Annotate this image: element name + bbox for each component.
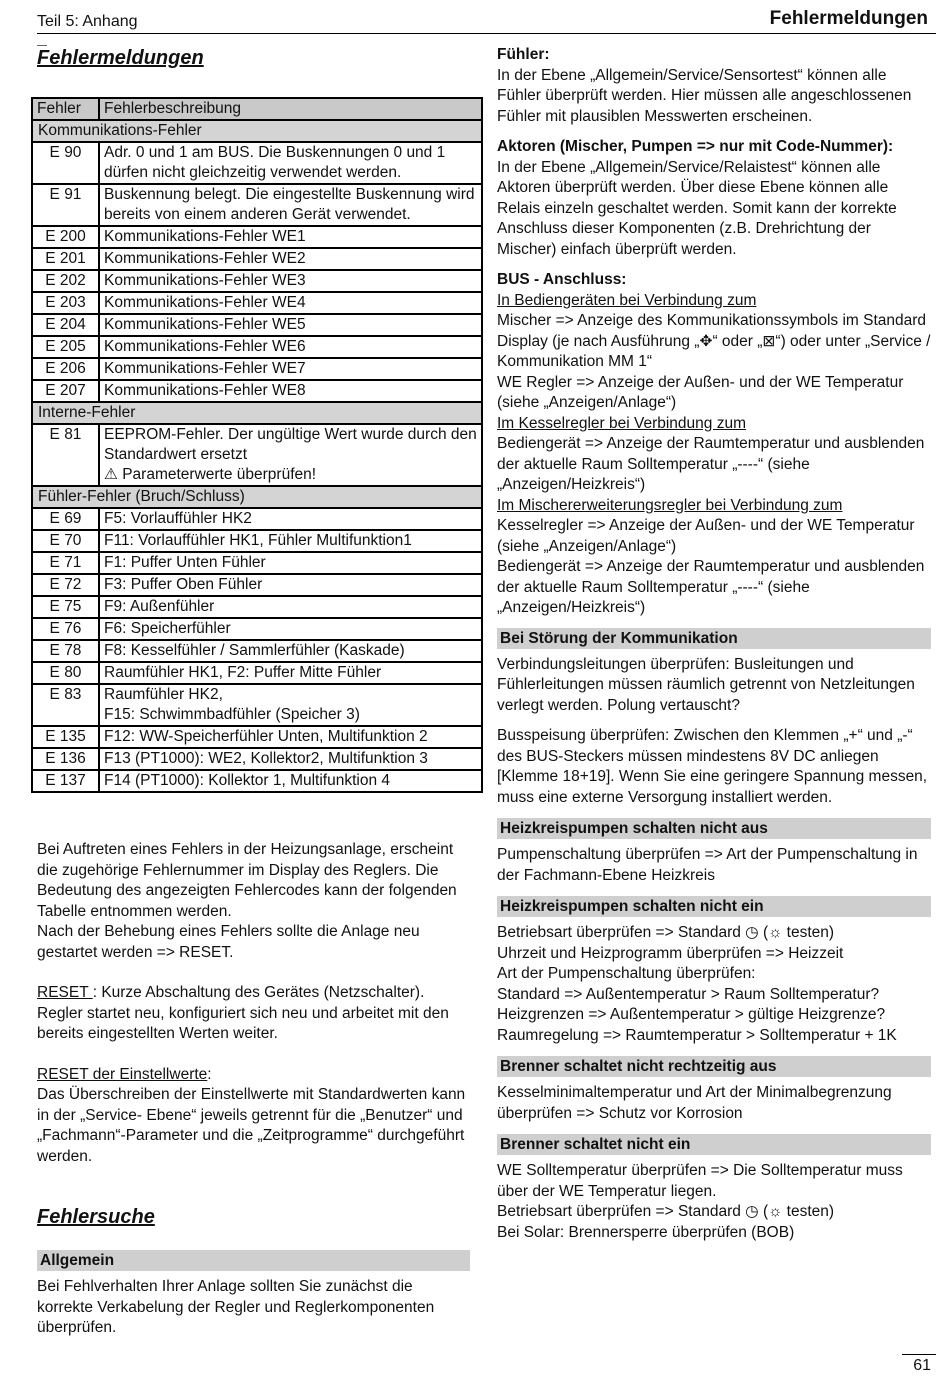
table-row [32,314,482,336]
stoerung-text-1: Verbindungsleitungen überprüfen: Busleitungen und Fühlerleitungen müssen räumlich getrennt von Netzleitungen verlegt werden. Polung vertauscht? [497,655,915,714]
error-description: Raumfühler HK2, F15: Schwimmbadfühler (Speicher 3) [99,684,482,726]
intro-paragraph: Bei Auftreten eines Fehlers in der Heizungsanlage, erscheint die zugehörige Fehlernummer im Display des Reglers. Die Bedeutung des angezeigten Fehlercodes kann der folgenden Tabelle entnommen werden. [37,841,457,920]
bar-brenner-nicht-ein: Brenner schaltet nicht ein [497,1134,931,1155]
reset2-text: Das Überschreiben der Einstellwerte mit Standardwerten kann in der „Service- Ebene“ jeweils getrennt für die „Benutzer“ und „Fachmann“-Parameter und die „Zeitprogramme“ durchgeführt werden. [37,1086,466,1165]
bus-sub-kesselregler: Im Kesselregler bei Verbindung zum [497,414,746,432]
error-description: Buskennung belegt. Die eingestellte Buskennung wird bereits von einem anderen Gerät verwendet. [99,184,482,226]
table-row [32,142,482,184]
bus-text-kesselregler: Kesselregler => Anzeige der Außen- und der WE Temperatur (siehe „Anzeigen/Anlage“) [497,517,915,555]
table-group-row [32,402,482,424]
table-row [32,358,482,380]
reset-paragraph [37,983,474,1045]
error-code: E 69 [32,508,99,530]
error-code: E 72 [32,574,99,596]
table-row [32,508,482,530]
fuehler-heading: Fühler: [497,46,550,63]
table-header-desc: Fehlerbeschreibung [99,98,482,120]
error-code: E 205 [32,336,99,358]
allgemein-bar: Allgemein [37,1250,470,1271]
table-group-row [32,120,482,142]
section-title-fehlermeldungen: Fehlermeldungen [37,47,204,69]
allgemein-text: Bei Fehlverhalten Ihrer Anlage sollten Sie zunächst die korrekte Verkabelung der Regler und Reglerkomponenten überprüfen. [37,1278,435,1336]
error-code: E 76 [32,618,99,640]
brenner-ein-line-1: WE Solltemperatur überprüfen => Die Solltemperatur muss über der WE Temperatur liegen. [497,1162,903,1200]
bus-sub-mischerregler: Im Mischererweiterungsregler bei Verbindung zum [497,496,843,514]
table-row [32,662,482,684]
table-row [32,184,482,226]
error-description: F3: Puffer Oben Fühler [99,574,482,596]
table-header-row [32,98,482,120]
error-code: E 71 [32,552,99,574]
table-group-row [32,486,482,508]
error-code: E 137 [32,770,99,792]
reset2-paragraph [37,1065,474,1086]
table-row [32,640,482,662]
fuehler-text: In der Ebene „Allgemein/Service/Sensortest“ können alle Fühler überprüft werden. Hier müssen alle angeschlossenen Fühler mit plausiblen Messwerten erscheinen. [497,66,912,125]
error-code: E 83 [32,684,99,726]
error-code: E 203 [32,292,99,314]
error-code: E 204 [32,314,99,336]
reset-label: RESET [37,984,93,1001]
table-row [32,574,482,596]
error-description: Kommunikations-Fehler WE6 [99,336,482,358]
error-description: F14 (PT1000): Kollektor 1, Multifunktion 4 [99,770,482,792]
error-description: F13 (PT1000): WE2, Kollektor2, Multifunktion 3 [99,748,482,770]
page-number: 61 [913,1357,931,1374]
header-right: Fehlermeldungen [769,8,928,29]
error-description: F6: Speicherfühler [99,618,482,640]
error-description: Kommunikations-Fehler WE7 [99,358,482,380]
error-code: E 201 [32,248,99,270]
bus-heading: BUS - Anschluss: [497,271,627,288]
right-column [497,45,931,1243]
table-row [32,552,482,574]
error-description: Kommunikations-Fehler WE2 [99,248,482,270]
bus-text-we-regler: WE Regler => Anzeige der Außen- und der WE Temperatur (siehe „Anzeigen/Anlage“) [497,373,904,411]
bus-text-mischer: Mischer => Anzeige des Kommunikationssymbols im Standard Display (je nach Ausführung „✥“ oder „⊠“) oder unter „Service / Kommunikation MM 1“ [497,312,931,370]
left-text-block [37,840,474,1167]
error-code: E 206 [32,358,99,380]
error-description: Kommunikations-Fehler WE8 [99,380,482,402]
pumpen-ein-line-6: Raumregelung => Raumtemperatur > Solltemperatur + 1K [497,1026,897,1044]
error-description: Raumfühler HK1, F2: Puffer Mitte Fühler [99,662,482,684]
table-row [32,380,482,402]
error-code: E 202 [32,270,99,292]
reset2-label: RESET der Einstellwerte [37,1065,208,1083]
table-row [32,618,482,640]
error-code: E 70 [32,530,99,552]
restart-paragraph: Nach der Behebung eines Fehlers sollte die Anlage neu gestartet werden => RESET. [37,923,420,961]
error-description: F1: Puffer Unten Fühler [99,552,482,574]
header-left: Teil 5: Anhang [37,13,138,30]
error-code: E 91 [32,184,99,226]
error-description: Kommunikations-Fehler WE5 [99,314,482,336]
pumpen-ein-line-3: Art der Pumpenschaltung überprüfen: [497,965,756,982]
aktoren-heading: Aktoren (Mischer, Pumpen => nur mit Code-Nummer): [497,138,894,155]
error-description: EEPROM-Fehler. Der ungültige Wert wurde durch den Standardwert ersetzt ⚠ Parameterwerte überprüfen! [99,424,482,486]
pumpen-ein-line-4: Standard => Außentemperatur > Raum Solltemperatur? [497,985,880,1003]
table-row [32,336,482,358]
table-row [32,248,482,270]
table-row [32,530,482,552]
bus-text-bediengeraet: Bediengerät => Anzeige der Raumtemperatur und ausblenden der aktuelle Raum Solltemperatur „----“ (siehe „Anzeigen/Heizkreis“) [497,435,925,493]
aktoren-text: In der Ebene „Allgemein/Service/Relaistest“ können alle Aktoren überprüft werden. Über diese Ebene können alle Relais einzeln geschaltet werden. Somit kann der korrekte Anschluss dieser Komponenten (z.B. Drehrichtung der Mischer) einfach überprüft werden. [497,158,897,258]
allgemein-block [37,1250,470,1339]
error-code: E 136 [32,748,99,770]
error-code: E 75 [32,596,99,618]
table-row [32,770,482,792]
table-row [32,226,482,248]
bar-pumpen-nicht-ein: Heizkreispumpen schalten nicht ein [497,896,931,917]
error-description: Kommunikations-Fehler WE1 [99,226,482,248]
table-row [32,684,482,726]
table-row [32,748,482,770]
table-group-label: Kommunikations-Fehler [32,120,482,142]
table-row [32,424,482,486]
table-row [32,270,482,292]
table-group-label: Fühler-Fehler (Bruch/Schluss) [32,486,482,508]
bus-sub-bediengeraete: In Bediengeräten bei Verbindung zum [497,291,757,309]
error-description: F5: Vorlauffühler HK2 [99,508,482,530]
error-description: F12: WW-Speicherfühler Unten, Multifunktion 2 [99,726,482,748]
error-code: E 200 [32,226,99,248]
error-code: E 135 [32,726,99,748]
error-code: E 90 [32,142,99,184]
error-description: F9: Außenfühler [99,596,482,618]
error-description: Kommunikations-Fehler WE3 [99,270,482,292]
error-description: Kommunikations-Fehler WE4 [99,292,482,314]
error-code: E 81 [32,424,99,486]
error-code: E 207 [32,380,99,402]
section-title-fehlersuche: Fehlersuche [37,1206,155,1228]
table-row [32,292,482,314]
page-number-line [902,1354,936,1355]
error-description: F11: Vorlauffühler HK1, Fühler Multifunktion1 [99,530,482,552]
error-table [31,97,483,793]
bar-stoerung-kommunikation: Bei Störung der Kommunikation [497,628,931,649]
table-header-code: Fehler [32,98,99,120]
bar-brenner-nicht-aus: Brenner schaltet nicht rechtzeitig aus [497,1056,931,1077]
error-description: F8: Kesselfühler / Sammlerfühler (Kaskade) [99,640,482,662]
header-line [37,33,936,34]
table-row [32,726,482,748]
pumpen-ein-line-2: Uhrzeit und Heizprogramm überprüfen => Heizzeit [497,944,844,962]
stoerung-text-2: Busspeisung überprüfen: Zwischen den Klemmen „+“ und „-“ des BUS-Steckers müssen mindestens 8V DC anliegen [Klemme 18+19]. Wenn Sie eine geringere Spannung messen, muss eine externe Versorgung installiert werden. [497,727,928,806]
pumpen-ein-line-1: Betriebsart überprüfen => Standard ◷ (☼ testen) [497,924,835,941]
tiny-mark [37,45,47,46]
error-code: E 78 [32,640,99,662]
reset2-colon: : [207,1065,212,1083]
reset-text: : Kurze Abschaltung des Gerätes (Netzschalter). Regler startet neu, konfiguriert sich neu und arbeitet mit den bereits eingestellten Werten weiter. [37,984,449,1042]
pumpen-nicht-aus-text: Pumpenschaltung überprüfen => Art der Pumpenschaltung in der Fachmann-Ebene Heizkreis [497,846,918,884]
brenner-aus-text: Kesselminimaltemperatur und Art der Minimalbegrenzung überprüfen => Schutz vor Korrosion [497,1084,892,1122]
error-description: Adr. 0 und 1 am BUS. Die Buskennungen 0 und 1 dürfen nicht gleichzeitig verwendet werden. [99,142,482,184]
brenner-ein-line-3: Bei Solar: Brennersperre überprüfen (BOB) [497,1223,795,1241]
table-group-label: Interne-Fehler [32,402,482,424]
table-row [32,596,482,618]
error-code: E 80 [32,662,99,684]
bar-pumpen-nicht-aus: Heizkreispumpen schalten nicht aus [497,818,931,839]
bus-text-bediengeraet-2: Bediengerät => Anzeige der Raumtemperatur und ausblenden der aktuelle Raum Solltemperatur „----“ (siehe „Anzeigen/Heizkreis“) [497,558,925,616]
brenner-ein-line-2: Betriebsart überprüfen => Standard ◷ (☼ testen) [497,1203,835,1220]
pumpen-ein-line-5: Heizgrenzen => Außentemperatur > gültige Heizgrenze? [497,1006,886,1023]
